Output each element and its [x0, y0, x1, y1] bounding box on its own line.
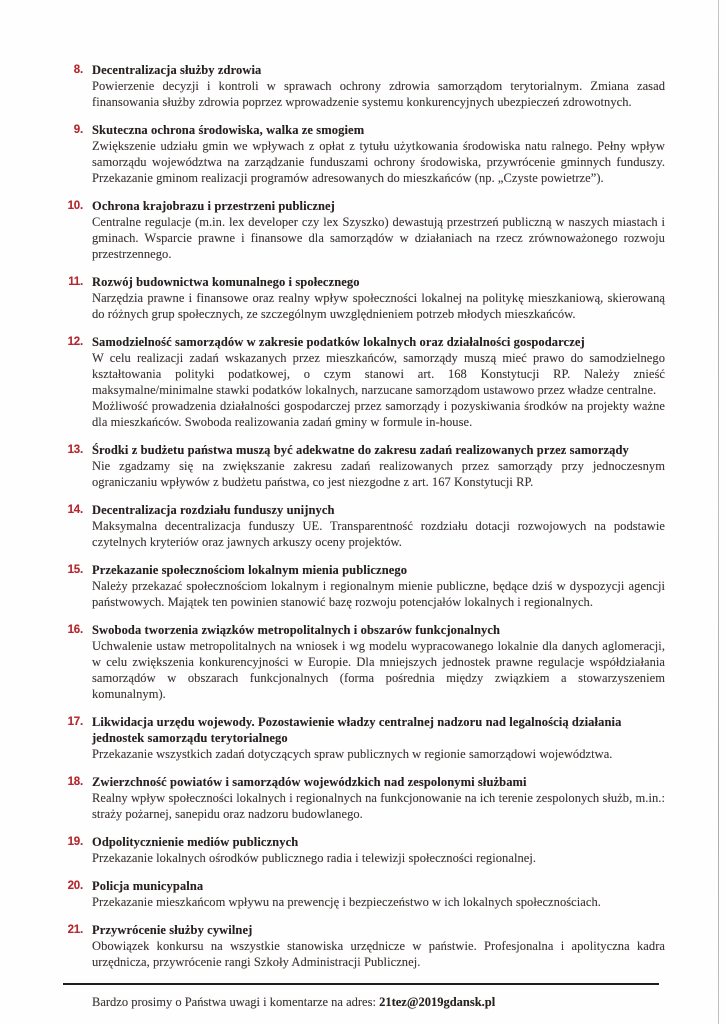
item-title: Przekazanie społecznościom lokalnym mienia publicznego	[92, 563, 408, 577]
list-item	[63, 334, 665, 430]
item-body	[92, 62, 665, 110]
item-title: Przywrócenie służby cywilnej	[92, 923, 253, 937]
item-paragraph: Powierzenie decyzji i kontroli w sprawach ochrony zdrowia samorządom terytorialnym. Zmiana zasad finansowania służby zdrowia poprzez wprowadzenie systemu konkurencyjnych ubezpieczeń zdrowotnych.	[92, 79, 665, 109]
item-title: Ochrona krajobrazu i przestrzeni publicznej	[92, 199, 335, 213]
list-item	[63, 878, 665, 910]
item-title: Rozwój budownictwa komunalnego i społecznego	[92, 275, 360, 289]
list-item	[63, 122, 665, 186]
list-item	[63, 834, 665, 866]
list-item	[63, 442, 665, 490]
item-body	[92, 714, 665, 762]
item-number: 21.	[67, 924, 83, 936]
item-title: Odpolitycznienie mediów publicznych	[92, 835, 299, 849]
list-item	[63, 774, 665, 822]
footer-divider	[63, 983, 659, 985]
item-paragraph: Obowiązek konkursu na wszystkie stanowiska urzędnicze w państwie. Profesjonalna i apolityczna kadra urzędnicza, przywrócenie rangi Szkoły Administracji Publicznej.	[92, 939, 665, 969]
footer-note	[92, 994, 665, 1010]
list-item	[63, 714, 665, 762]
item-paragraph: Możliwość prowadzenia działalności gospodarczej przez samorządy i pozyskiwania środków na projekty ważne dla mieszkańców. Swoboda realizowania zadań gminy w formule in-house.	[92, 399, 665, 429]
item-number: 15.	[67, 564, 83, 576]
item-paragraph: Nie zgadzamy się na zwiększanie zakresu zadań realizowanych przez samorządy przy jednoczesnym ograniczaniu wpływów z budżetu państwa, co jest niezgodne z art. 167 Konstytucji RP.	[92, 459, 665, 489]
footer-text: Bardzo prosimy o Państwa uwagi i komentarze na adres:	[92, 995, 380, 1009]
item-paragraph: Należy przekazać społecznościom lokalnym i regionalnym mienie publiczne, będące dziś w dyspozycji agencji państwowych. Majątek ten powinien stanowić bazę rozwoju potencjałów lokalnych i regionalnych.	[92, 579, 665, 609]
item-number: 8.	[73, 64, 83, 76]
item-paragraph: Przekazanie wszystkich zadań dotyczących spraw publicznych w regionie samorządowi województwa.	[92, 747, 613, 761]
item-number: 17.	[67, 716, 83, 728]
item-body	[92, 622, 665, 702]
item-paragraph: Maksymalna decentralizacja funduszy UE. Transparentność rozdziału dotacji rozwojowych na podstawie czytelnych kryteriów oraz jawnych arkuszy oceny projektów.	[92, 519, 665, 549]
item-body	[92, 878, 665, 910]
list-item	[63, 198, 665, 262]
contact-email: 21tez@2019gdansk.pl	[379, 995, 496, 1009]
item-title: Policja municypalna	[92, 879, 204, 893]
list-item	[63, 274, 665, 322]
item-body	[92, 562, 665, 610]
item-title: Swoboda tworzenia związków metropolitalnych i obszarów funkcjonalnych	[92, 623, 501, 637]
item-number: 11.	[68, 276, 83, 288]
item-number: 10.	[67, 200, 83, 212]
item-title: Decentralizacja służby zdrowia	[92, 63, 262, 77]
item-paragraph: Narzędzia prawne i finansowe oraz realny wpływ społeczności lokalnej na politykę mieszkaniową, skierowaną do różnych grup społecznych, ze szczególnym uwzględnieniem potrzeb młodych mieszkańców.	[92, 291, 665, 321]
item-body	[92, 502, 665, 550]
item-body	[92, 922, 665, 970]
item-title: Środki z budżetu państwa muszą być adekwatne do zakresu zadań realizowanych przez samorządy	[92, 443, 629, 457]
item-number: 9.	[73, 124, 83, 136]
list-item	[63, 922, 665, 970]
item-body	[92, 774, 665, 822]
item-body	[92, 198, 665, 262]
item-title: Samodzielność samorządów w zakresie podatków lokalnych oraz działalności gospodarczej	[92, 335, 585, 349]
item-number: 16.	[67, 624, 83, 636]
item-number: 14.	[67, 504, 83, 516]
list-item	[63, 622, 665, 702]
item-paragraph: Centralne regulacje (m.in. lex developer czy lex Szyszko) dewastują przestrzeń publiczną w naszych miastach i gminach. Wsparcie prawne i finansowe dla samorządów w działaniach na rzecz zrównoważonego rozwoju przestrzennego.	[92, 215, 665, 261]
item-body	[92, 834, 665, 866]
item-body	[92, 274, 665, 322]
item-paragraph: Przekazanie lokalnych ośrodków publicznego radia i telewizji społeczności regionalnej.	[92, 851, 537, 865]
item-paragraph: Przekazanie mieszkańcom wpływu na prewencję i bezpieczeństwo w ich lokalnych społecznościach.	[92, 895, 601, 909]
theses-list	[63, 62, 665, 1010]
item-number: 18.	[67, 776, 83, 788]
list-item	[63, 562, 665, 610]
item-number: 13.	[67, 444, 83, 456]
item-number: 19.	[67, 836, 83, 848]
list-item	[63, 62, 665, 110]
item-title: Zwierzchność powiatów i samorządów wojewódzkich nad zespolonymi służbami	[92, 775, 527, 789]
item-title: Skuteczna ochrona środowiska, walka ze smogiem	[92, 123, 365, 137]
item-number: 12.	[67, 336, 83, 348]
item-paragraph: Zwiększenie udziału gmin we wpływach z opłat z tytułu użytkowania środowiska natu ralnego. Pełny wpływ samorządu województwa na zarządzanie funduszami ochrony środowiska, przywrócenie gminnych funduszy. Przekazanie gminom realizacji programów adresowanych do mieszkańców (np. „Czyste powietrze”).	[92, 139, 665, 185]
item-paragraph: W celu realizacji zadań wskazanych przez mieszkańców, samorządy muszą mieć prawo do samodzielnego kształtowania polityki podatkowej, o czym stanowi art. 168 Konstytucji RP. Należy znieść maksymalne/minimalne stawki podatków lokalnych, narzucane samorządom ustawowo przez władze centralne.	[92, 351, 665, 397]
item-paragraph: Realny wpływ społeczności lokalnych i regionalnych na funkcjonowanie na ich terenie zespolonych służb, m.in.: straży pożarnej, sanepidu oraz nadzoru budowlanego.	[92, 791, 665, 821]
item-body	[92, 334, 665, 430]
list-item	[63, 502, 665, 550]
item-body	[92, 442, 665, 490]
item-body	[92, 122, 665, 186]
page-edge-line	[718, 0, 719, 1024]
item-title: Decentralizacja rozdziału funduszy unijnych	[92, 503, 335, 517]
item-number: 20.	[67, 880, 83, 892]
item-paragraph: Uchwalenie ustaw metropolitalnych na wniosek i wg modelu wypracowanego lokalnie dla danych aglomeracji, w celu zwiększenia konkurencyjności w Europie. Dla mniejszych jednostek prawne regulacje współdziałania samorządów w obszarach funkcjonalnych (forma pośrednia między związkiem a stowarzyszeniem komunalnym).	[92, 639, 665, 701]
item-title: Likwidacja urzędu wojewody. Pozostawienie władzy centralnej nadzoru nad legalnością działania jednostek samorządu terytorialnego	[92, 715, 622, 745]
